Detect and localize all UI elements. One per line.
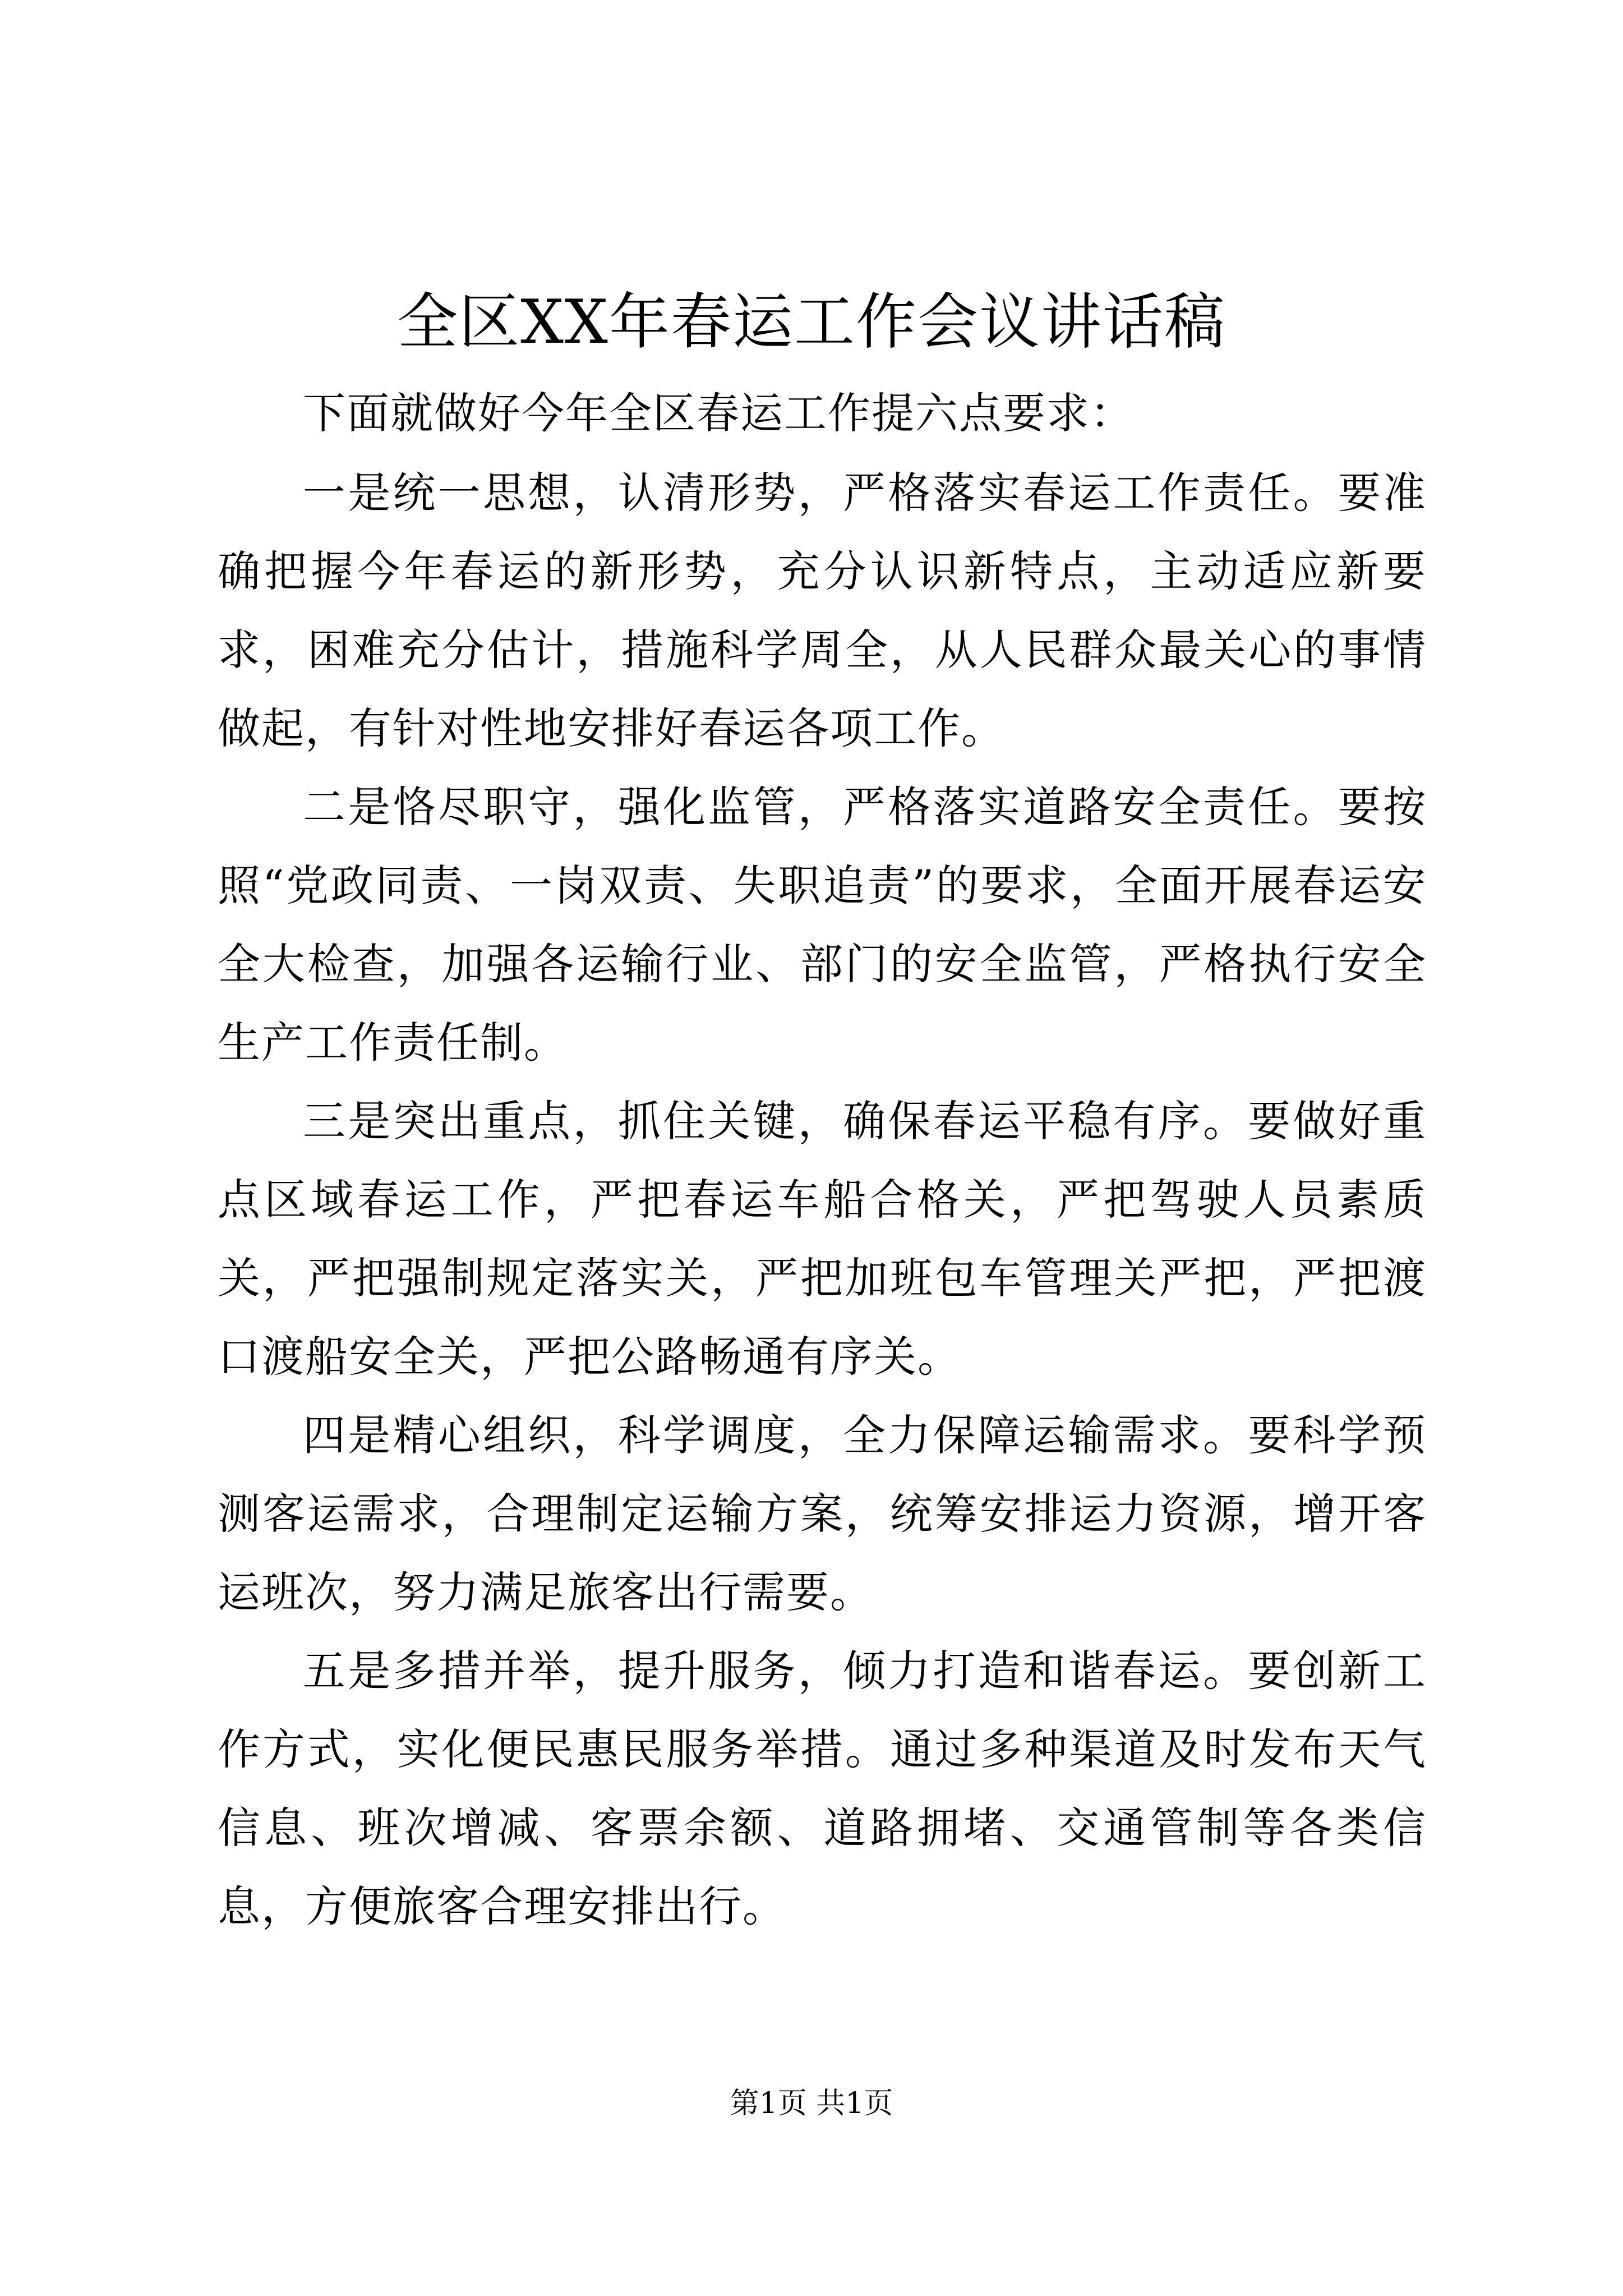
paragraph-intro: 下面就做好今年全区春运工作提六点要求： bbox=[303, 388, 1134, 438]
paragraph-point-5: 五是多措并举，提升服务，倾力打造和谐春运。要创新工作方式，实化便民惠民服务举措。通过多种渠道及时发布天气信息、班次增减、客票余额、道路拥堵、交通管制等各类信息，方便旅客合理安排出行。 bbox=[218, 1646, 1427, 1931]
paragraph-point-1: 一是统一思想，认清形势，严格落实春运工作责任。要准确把握今年春运的新形势，充分认识新特点，主动适应新要求，困难充分估计，措施科学周全，从人民群众最关心的事情做起，有针对性地安排好春运各项工作。 bbox=[218, 468, 1427, 753]
page-number-footer: 第1页 共1页 bbox=[730, 2087, 893, 2120]
paragraph-point-2: 二是恪尽职守，强化监管，严格落实道路安全责任。要按照“党政同责、一岗双责、失职追责”的要求，全面开展春运安全大检查，加强各运输行业、部门的安全监管，严格执行安全生产工作责任制。 bbox=[218, 782, 1427, 1068]
paragraph-point-4: 四是精心组织，科学调度，全力保障运输需求。要科学预测客运需求，合理制定运输方案，统筹安排运力资源，增开客运班次，努力满足旅客出行需要。 bbox=[218, 1410, 1427, 1617]
document-title: 全区XX年春运工作会议讲话稿 bbox=[397, 287, 1226, 357]
paragraph-point-3: 三是突出重点，抓住关键，确保春运平稳有序。要做好重点区域春运工作，严把春运车船合格关，严把驾驶人员素质关，严把强制规定落实关，严把加班包车管理关严把，严把渡口渡船安全关，严把公路畅通有序关。 bbox=[218, 1096, 1427, 1382]
document-body bbox=[218, 374, 1427, 1946]
